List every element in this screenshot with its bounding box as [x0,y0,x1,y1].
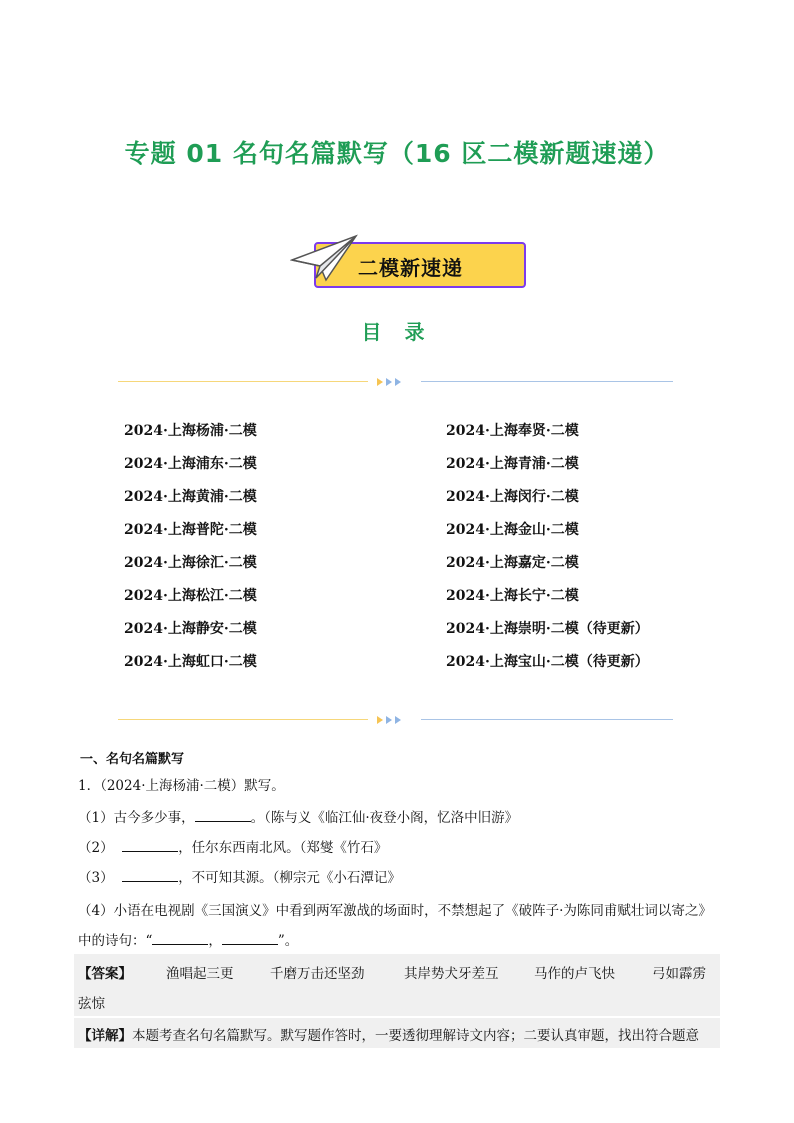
toc-item[interactable]: 2024·上海黄浦·二模 [124,489,257,505]
question-item-4: （4）小语在电视剧《三国演义》中看到两军激战的场面时，不禁想起了《破阵子·为陈同甫赋壮词以寄之》 [78,903,712,919]
q1-source: 。（陈与义《临江仙·夜登小阁，忆洛中旧游》 [250,810,519,826]
toc-item[interactable]: 2024·上海青浦·二模 [446,456,579,472]
banner-label: 二模新速递 [358,256,463,280]
question-stem: 1．（2024·上海杨浦·二模）默写。 [78,778,285,794]
question-item-3 [78,866,401,886]
q2-label: （2） [78,840,114,856]
answer-item: 渔唱起三更 [166,966,234,982]
toc-item[interactable]: 2024·上海宝山·二模（待更新） [446,654,649,670]
toc-left-column [124,420,257,684]
answer-item: 其岸势犬牙差互 [404,966,499,982]
toc-item[interactable]: 2024·上海金山·二模 [446,522,579,538]
arrows-icon [371,715,419,725]
q4-comma: ， [208,933,222,949]
answer-blank [122,869,178,882]
arrows-icon [371,377,419,387]
answer-wrap: 弦惊 [78,996,105,1012]
answer-item: 马作的卢飞快 [534,966,615,982]
q2-source: ，任尔东西南北风。（郑燮《竹石》 [178,840,388,856]
answer-item: 弓如霹雳 [652,966,706,982]
section-heading: 一、名句名篇默写 [80,752,185,767]
toc-item[interactable]: 2024·上海崇明·二模（待更新） [446,621,649,637]
question-item-1 [78,806,518,826]
divider-bottom [118,715,673,725]
question-item-2 [78,836,387,856]
toc-item[interactable]: 2024·上海松江·二模 [124,588,257,604]
detail-tag: 【详解】 [78,1028,132,1044]
q4-suffix: ”。 [277,933,299,949]
toc-item[interactable]: 2024·上海杨浦·二模 [124,423,257,439]
answer-blank [122,839,178,852]
answer-tag: 【答案】 [78,966,132,982]
detail-text: 本题考查名句名篇默写。默写题作答时，一要透彻理解诗文内容；二要认真审题，找出符合题意 [132,1028,699,1044]
toc-item[interactable]: 2024·上海奉贤·二模 [446,423,579,439]
banner [290,232,535,294]
divider-top [118,377,673,387]
toc-item[interactable]: 2024·上海闵行·二模 [446,489,579,505]
paper-plane-icon [290,232,360,284]
toc-right-column [446,420,649,684]
q1-text: （1）古今多少事， [78,810,195,826]
answer-blank [222,932,278,945]
toc-item[interactable]: 2024·上海徐汇·二模 [124,555,257,571]
q3-source: ，不可知其源。（柳宗元《小石潭记》 [178,870,401,886]
detail-row [78,1024,699,1044]
toc-item[interactable]: 2024·上海长宁·二模 [446,588,579,604]
toc-item[interactable]: 2024·上海虹口·二模 [124,654,257,670]
question-item-4-cont [78,929,298,949]
toc-item[interactable]: 2024·上海嘉定·二模 [446,555,579,571]
toc-item[interactable]: 2024·上海普陀·二模 [124,522,257,538]
q3-label: （3） [78,870,114,886]
answer-blank [195,809,251,822]
q4-prefix: 中的诗句：“ [78,933,153,949]
toc-item[interactable]: 2024·上海静安·二模 [124,621,257,637]
answer-row [78,962,706,982]
answer-item: 千磨万击还坚劲 [270,966,365,982]
document-title: 专题 01 名句名篇默写（16 区二模新题速递） [124,139,670,168]
answer-blank [152,932,208,945]
toc-heading: 目 录 [361,320,433,344]
toc-item[interactable]: 2024·上海浦东·二模 [124,456,257,472]
